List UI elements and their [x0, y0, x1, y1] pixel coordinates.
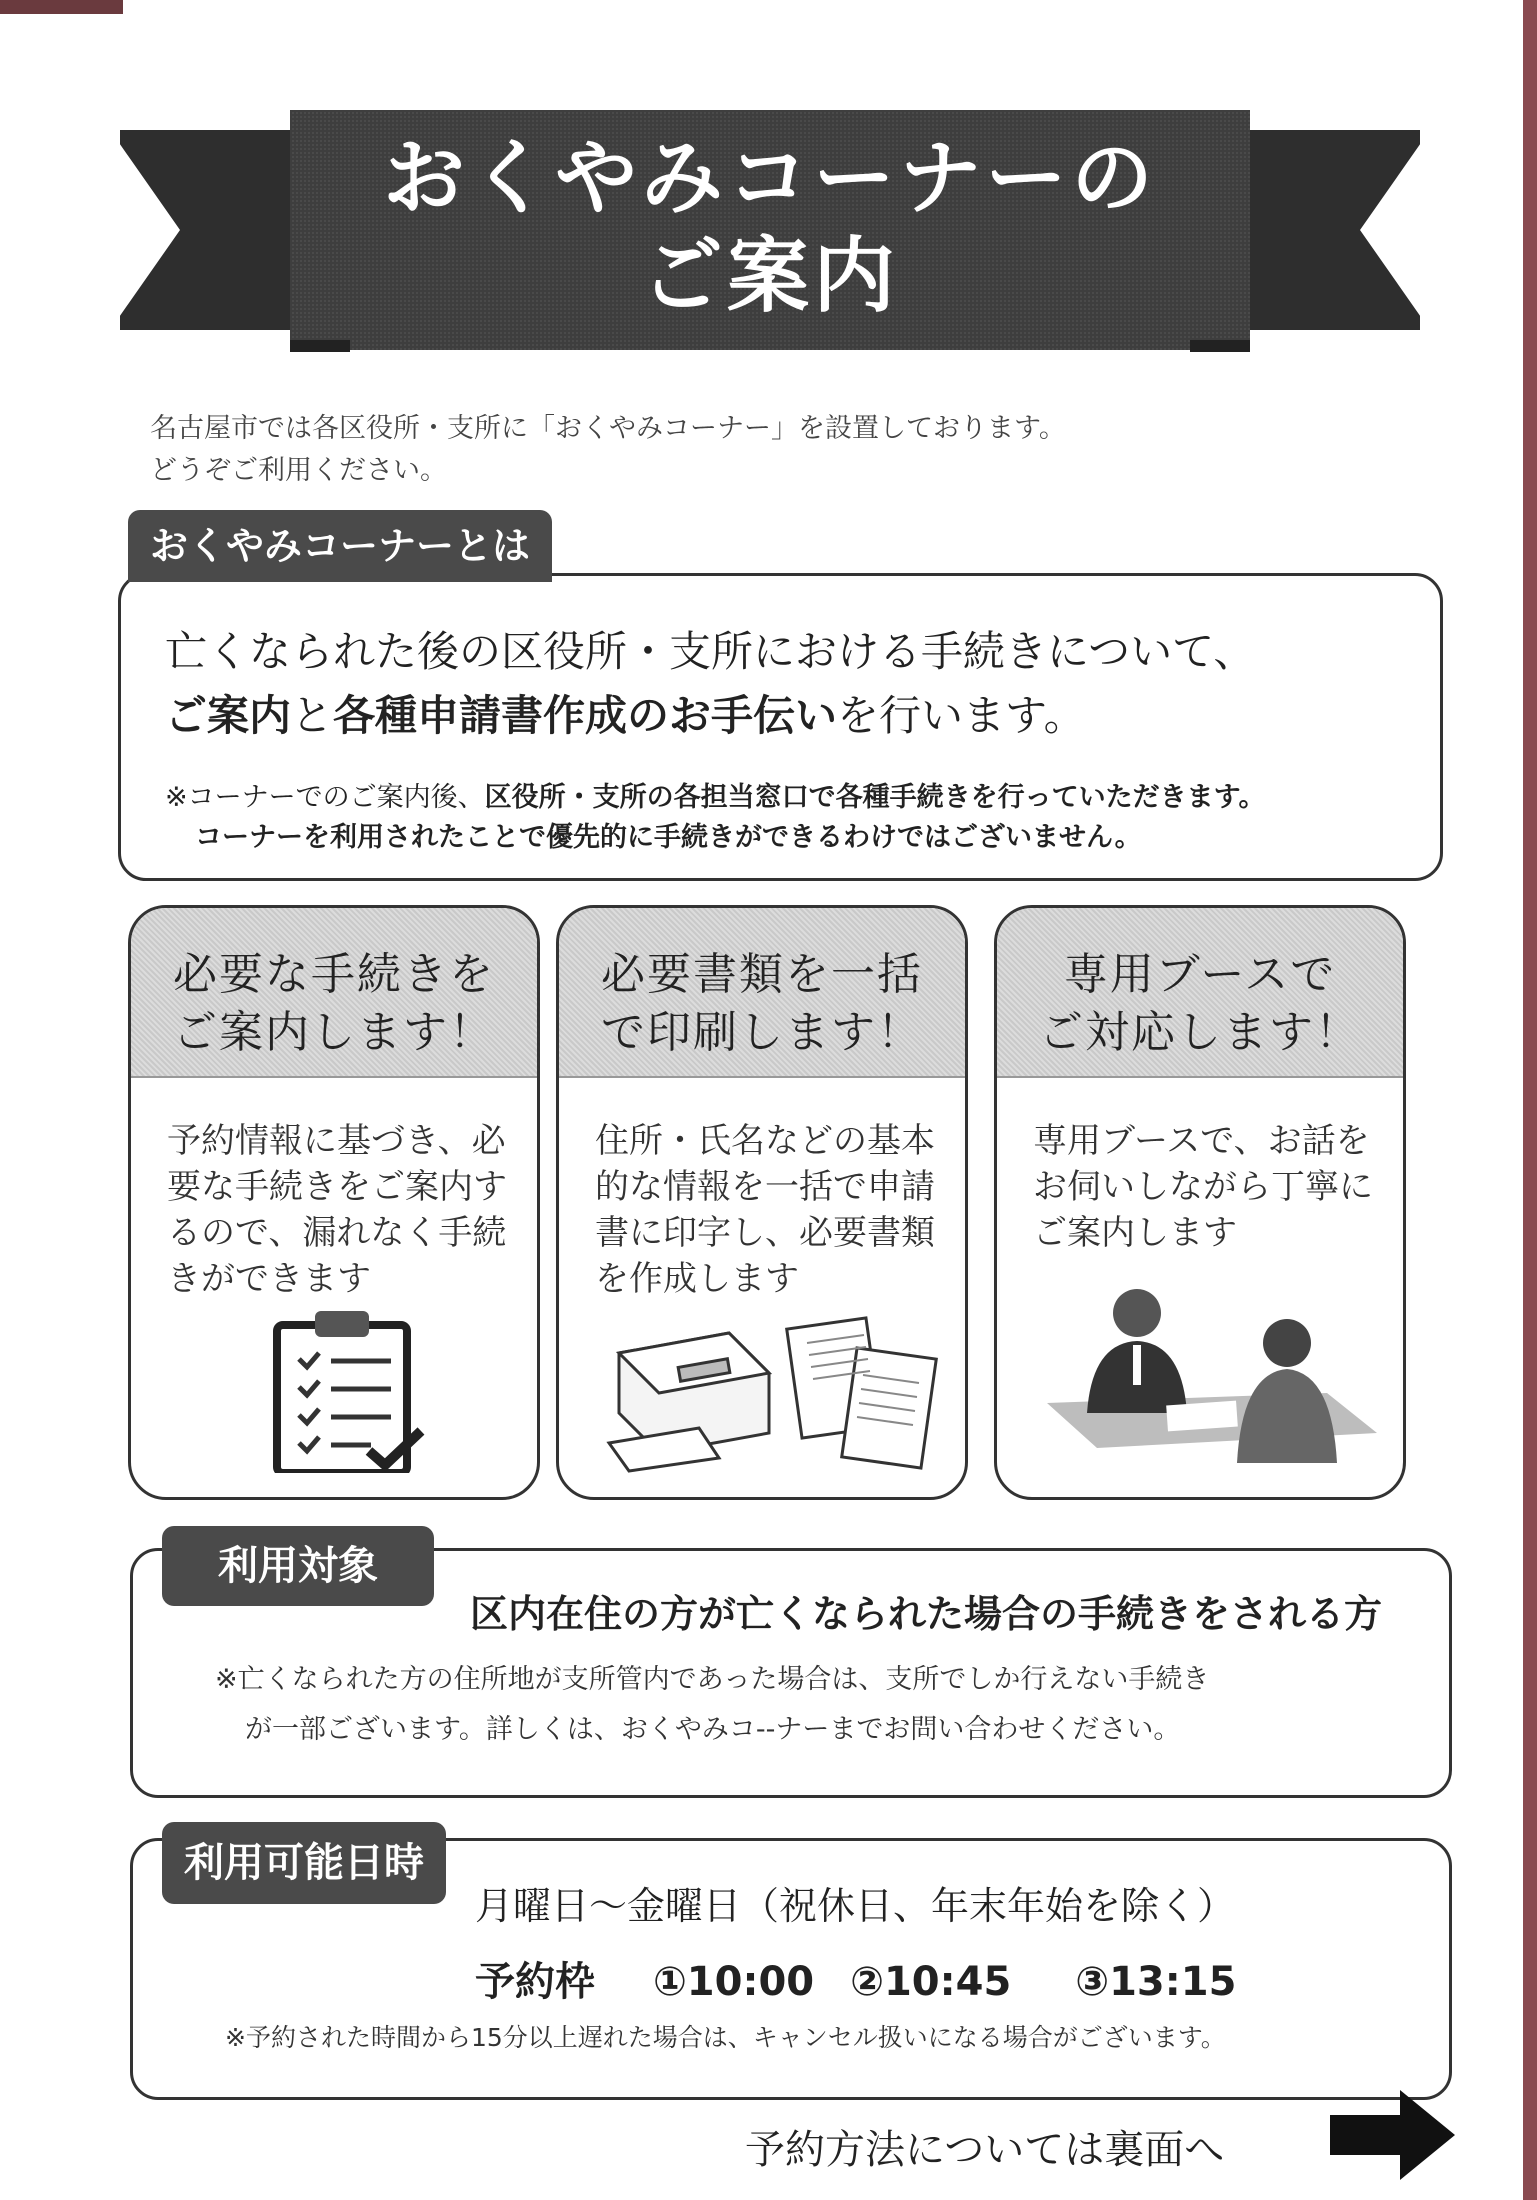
- card-title-line1: 専用ブースで: [1063, 949, 1337, 1000]
- about-bold-help: 各種申請書作成のお手伝い: [333, 691, 838, 740]
- card-printing: [556, 905, 968, 1500]
- consultation-icon: [997, 1273, 1403, 1477]
- target-tab: 利用対象: [162, 1526, 434, 1606]
- footer-text: 予約方法については裏面へ: [745, 2127, 1225, 2173]
- target-note-line2: が一部ございます。詳しくは、おくやみコ--ナーまでお問い合わせください。: [245, 1714, 1181, 1745]
- banner-title-line2: ご案内: [640, 229, 899, 324]
- about-note: [165, 778, 1265, 858]
- about-line2: [165, 684, 1255, 748]
- card-title-line1: 必要書類を一括: [601, 949, 923, 1000]
- card-body: 専用ブースで、お話をお伺いしながら丁寧にご案内します: [1033, 1121, 1373, 1253]
- arrow-right-icon: [1330, 2090, 1460, 2184]
- card-title-line2: で印刷します！: [601, 1007, 923, 1058]
- card-body: 予約情報に基づき、必要な手続きをご案内するので、漏れなく手続きができます: [167, 1121, 507, 1299]
- about-note-line2: [165, 818, 1265, 858]
- printer-documents-icon: [559, 1293, 965, 1477]
- card-procedures: [128, 905, 540, 1500]
- target-note: [215, 1655, 1209, 1755]
- top-edge: [0, 0, 1537, 14]
- about-tab: おくやみコーナーとは: [128, 510, 552, 582]
- card-booth: [994, 905, 1406, 1500]
- card-title-line2: ご対応します！: [1039, 1007, 1361, 1058]
- slot-3: ③13:15: [1075, 1959, 1237, 2005]
- clipboard-checklist-icon: [131, 1303, 537, 1477]
- card-title-line2: ご案内します！: [173, 1007, 495, 1058]
- target-note-line1: ※亡くなられた方の住所地が支所管内であった場合は、支所でしか行えない手続き: [215, 1664, 1210, 1695]
- about-note-prefix: ※コーナーでのご案内後、: [165, 782, 485, 813]
- intro-text: [150, 408, 1066, 492]
- about-line1: 亡くなられた後の区役所・支所における手続きについて、: [165, 627, 1256, 676]
- card-title: [997, 946, 1403, 1062]
- intro-line1: 名古屋市では各区役所・支所に「おくやみコーナー」を設置しております。: [150, 413, 1066, 444]
- about-conj: と: [291, 691, 334, 740]
- card-title-line1: 必要な手続きを: [173, 949, 495, 1000]
- about-note-line1: [165, 778, 1265, 818]
- card-title: [131, 946, 537, 1062]
- hours-tab: 利用可能日時: [162, 1822, 446, 1904]
- title-banner: [120, 100, 1420, 360]
- about-note2-bold: コーナーを利用されたことで優先的に手続きができるわけではございません。: [195, 822, 1142, 853]
- about-end: を行います。: [837, 691, 1086, 740]
- banner-title-line1: おくやみコーナーの: [382, 131, 1157, 226]
- hours-days: 月曜日～金曜日（祝休日、年末年始を除く）: [475, 1884, 1236, 1928]
- about-bold-guidance: ご案内: [165, 691, 292, 740]
- slots-label: 予約枠: [475, 1959, 595, 2005]
- target-line: 区内在住の方が亡くなられた場合の手続きをされる方: [470, 1592, 1383, 1636]
- right-edge: [1523, 0, 1537, 2200]
- hours-note: ※予約された時間から15分以上遅れた場合は、キャンセル扱いになる場合がございます。: [225, 2023, 1226, 2052]
- slot-2: ②10:45: [850, 1959, 1012, 2005]
- card-title: [559, 946, 965, 1062]
- intro-line2: どうぞご利用ください。: [150, 455, 447, 486]
- card-body: 住所・氏名などの基本的な情報を一括で申請書に印字し、必要書類を作成します: [595, 1121, 935, 1299]
- about-main-text: [165, 620, 1255, 748]
- slot-1: ①10:00: [652, 1959, 815, 2005]
- reservation-slots: [475, 1950, 1258, 2007]
- about-note-bold: 区役所・支所の各担当窓口で各種手続きを行っていただきます。: [484, 782, 1266, 813]
